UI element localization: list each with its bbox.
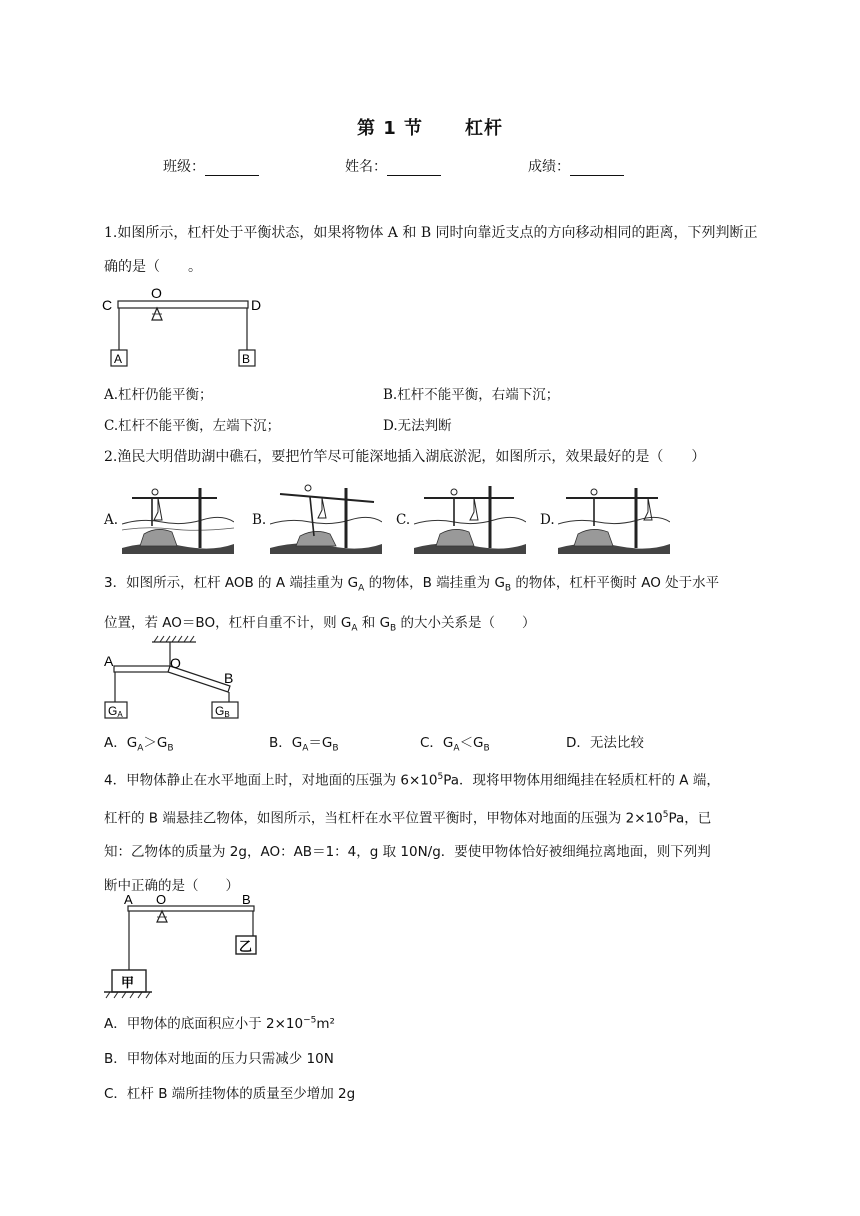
q4-l2a: 杠杆的 B 端悬挂乙物体，如图所示，当杠杆在水平位置平衡时，甲物体对地面的压强为 2×10	[104, 810, 663, 826]
q1-text: 1.如图所示，杠杆处于平衡状态，如果将物体 A 和 B 同时向靠近支点的方向移动相同的距离，下列判断正确的是（ 。	[104, 225, 758, 275]
score-field	[528, 156, 624, 176]
q2-option-a-label[interactable]: A.	[104, 512, 119, 528]
section-number: 第 1 节	[356, 118, 424, 139]
q2-option-d-label[interactable]: D.	[540, 512, 555, 528]
q3-line2-mid: 和 G	[357, 614, 391, 631]
q1-option-d[interactable]: D.无法判断	[383, 418, 452, 434]
score-blank[interactable]	[570, 161, 624, 176]
q4-label-a: A	[124, 892, 133, 907]
q4-l1a: 4．甲物体静止在水平地面上时，对地面的压强为 6×10	[104, 772, 438, 789]
q1-label-o: O	[151, 286, 162, 301]
q1-label-c: C	[102, 297, 113, 313]
score-label: 成绩：	[528, 159, 570, 175]
q3-label-b: B	[224, 670, 234, 686]
q3-line2-end: 的大小关系是（ ）	[396, 614, 536, 631]
q3-label-a: A	[104, 653, 114, 669]
q4-option-b[interactable]: B．甲物体对地面的压力只需减少 10N	[104, 1051, 334, 1067]
q4-l4: 断中正确的是（ ）	[104, 878, 239, 894]
q3-sub-a2: A	[351, 623, 358, 634]
q1-label-d: D	[251, 297, 262, 313]
q3-sub-a: A	[358, 583, 365, 594]
class-blank[interactable]	[205, 161, 259, 176]
q2-option-a-figure[interactable]	[122, 482, 234, 554]
q1-label-b: B	[242, 352, 251, 366]
q2-text: 2.渔民大明借助湖中礁石，要把竹竿尽可能深地插入湖底淤泥，如图所示，效果最好的是（ ）	[104, 449, 706, 465]
q3-line2: 位置，若 AO＝BO，杠杆自重不计，则 G	[104, 614, 352, 631]
q2-option-c-label[interactable]: C.	[396, 512, 411, 528]
q4-text	[104, 760, 764, 903]
q4-label-b: B	[242, 892, 251, 907]
q4-lever-figure	[100, 892, 260, 1002]
q3-option-a[interactable]: A．$G_A>G_B$	[104, 735, 174, 754]
q3-option-c[interactable]: C．$G_A<G_B$	[420, 735, 490, 754]
q1-option-c[interactable]: C.杠杆不能平衡，左端下沉；	[104, 418, 281, 434]
class-field	[163, 156, 259, 176]
q3-label-ga: GA	[108, 704, 123, 719]
q1-label-a: A	[114, 352, 123, 366]
q4-label-jia: 甲	[121, 976, 135, 991]
q3-sub-b2: B	[390, 623, 397, 634]
name-field	[345, 156, 441, 176]
q4-label-o: O	[156, 892, 167, 907]
q3-mid1: 的物体，B 端挂重为 G	[364, 575, 505, 591]
q1-option-b[interactable]: B.杠杆不能平衡，右端下沉；	[383, 387, 560, 403]
q3-option-b[interactable]: B．$G_A=G_B$	[269, 735, 339, 754]
q4-l2b: Pa，已	[668, 810, 712, 826]
q3-option-d[interactable]: D．无法比较	[566, 735, 644, 751]
q4-l3: 知：乙物体的质量为 2g，AO：AB＝1：4，g 取 10N/g．要使甲物体恰好被细绳拉离地面，则下列判	[104, 844, 711, 860]
q3-sub-b: B	[504, 583, 512, 594]
class-label: 班级：	[163, 159, 205, 175]
q4-l1sup: 5	[437, 772, 444, 782]
q1-lever-figure	[100, 286, 270, 371]
q4-l2sup: 5	[662, 809, 669, 820]
page-title	[0, 114, 860, 140]
q4-option-a[interactable]: A．甲物体的底面积应小于 $2\times 10^{-5}m^2$	[104, 1015, 335, 1032]
q1-option-a[interactable]: A.杠杆仍能平衡；	[104, 387, 213, 403]
name-label: 姓名：	[345, 159, 387, 175]
name-blank[interactable]	[387, 161, 441, 176]
section-name: 杠杆	[465, 118, 504, 139]
q2-option-c-figure[interactable]	[414, 482, 526, 554]
q4-l1b: Pa．现将甲物体用细绳挂在轻质杠杆的 A 端，	[443, 772, 720, 789]
q4-option-c[interactable]: C．杠杆 B 端所挂物体的质量至少增加 2g	[104, 1086, 356, 1102]
q3-label-o: O	[170, 655, 181, 671]
q2-option-d-figure[interactable]	[558, 482, 670, 554]
q3-line1-end: 的物体，杠杆平衡时 AO 处于水平	[511, 575, 720, 591]
q3-lever-figure	[100, 634, 250, 722]
q3-label-gb: GB	[215, 704, 230, 719]
q2-option-b-figure[interactable]	[270, 480, 382, 554]
q4-label-yi: 乙	[239, 940, 253, 955]
q3-line1: 3．如图所示，杠杆 AOB 的 A 端挂重为 G	[104, 575, 359, 591]
q2-option-b-label[interactable]: B.	[252, 512, 267, 528]
